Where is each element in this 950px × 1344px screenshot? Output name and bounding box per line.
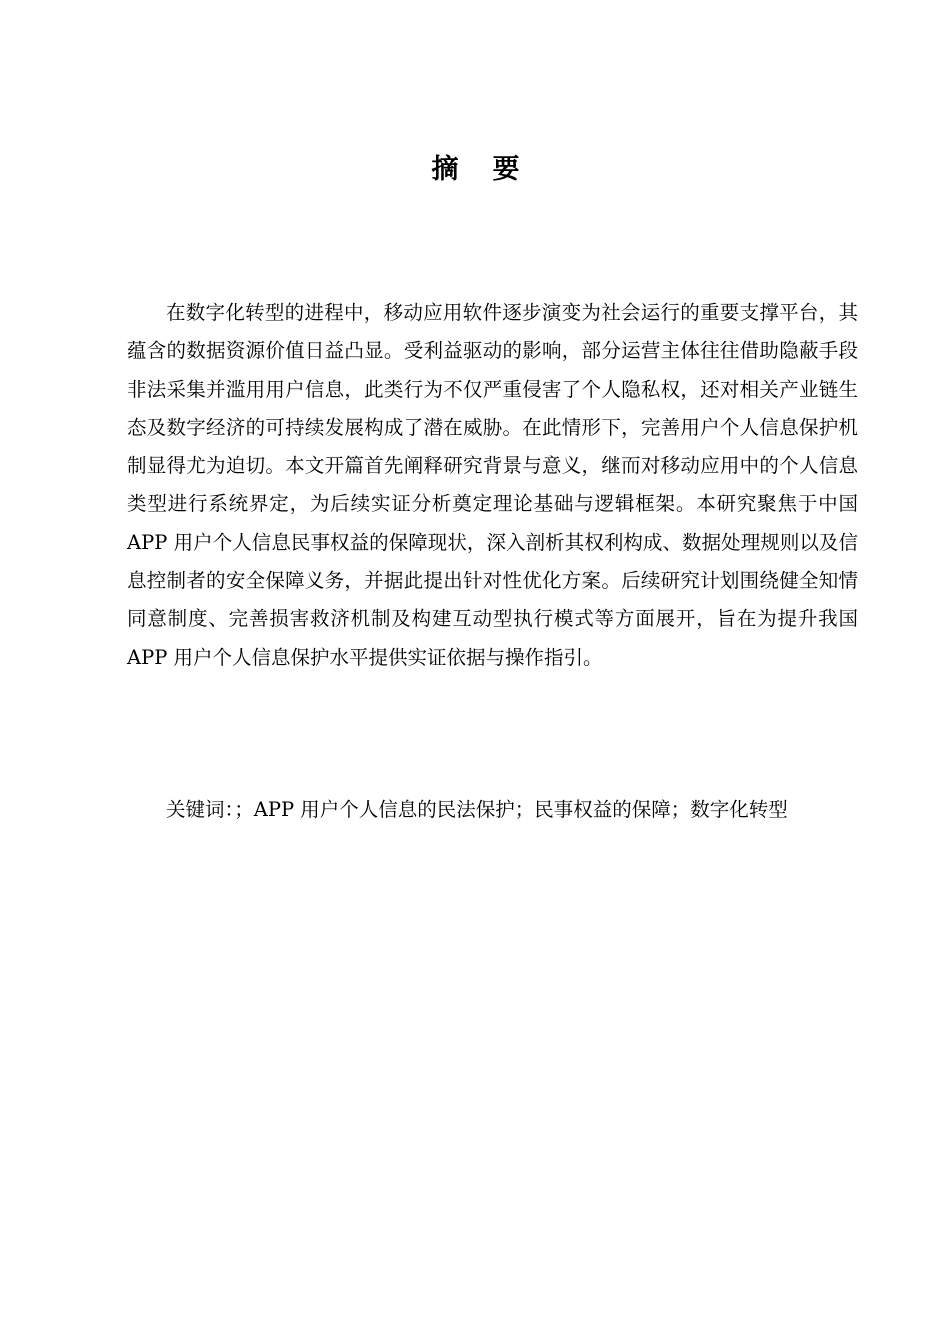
keywords-line	[127, 791, 858, 829]
abstract-paragraph: 在数字化转型的进程中，移动应用软件逐步演变为社会运行的重要支撑平台，其蕴含的数据资源价值日益凸显。受利益驱动的影响，部分运营主体往往借助隐蔽手段非法采集并滥用用户信息，此类行为不仅严重侵害了个人隐私权，还对相关产业链生态及数字经济的可持续发展构成了潜在威胁。在此情形下，完善用户个人信息保护机制显得尤为迫切。本文开篇首先阐释研究背景与意义，继而对移动应用中的个人信息类型进行系统界定，为后续实证分析奠定理论基础与逻辑框架。本研究聚焦于中国 APP 用户个人信息民事权益的保障现状，深入剖析其权利构成、数据处理规则以及信息控制者的安全保障义务，并据此提出针对性优化方案。后续研究计划围绕健全知情同意制度、完善损害救济机制及构建互动型执行模式等方面展开，旨在为提升我国 APP 用户个人信息保护水平提供实证依据与操作指引。	[127, 301, 858, 669]
keywords-label: 关键词：	[166, 798, 235, 821]
keywords-text: ；APP 用户个人信息的民法保护；民事权益的保障；数字化转型	[234, 798, 788, 821]
page-title: 摘要	[431, 154, 554, 185]
